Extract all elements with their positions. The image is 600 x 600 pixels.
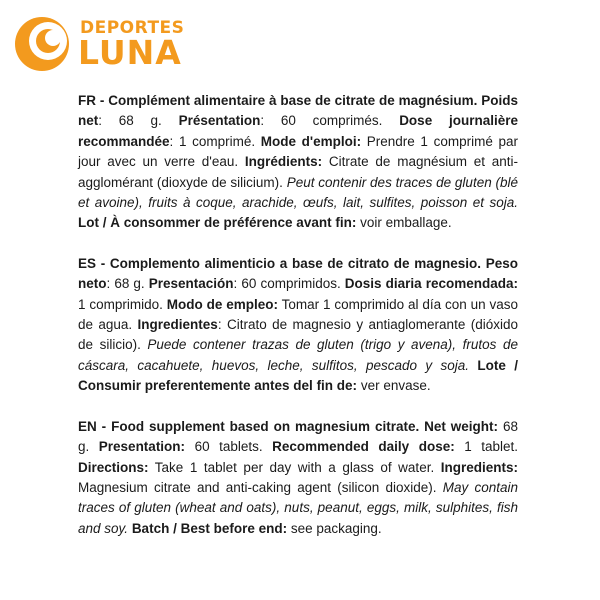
text-segment: Poids net: [78, 93, 518, 129]
text-segment: Presentation:: [98, 439, 186, 455]
text-segment: 1 comprimido.: [78, 296, 167, 312]
text-segment: ver envase.: [357, 378, 431, 394]
text-segment: Citrate de magnésium et anti-agglomérant (dioxyde de silicium).: [78, 154, 518, 190]
text-segment: Magnesium citrate and anti-caking agent (silicon dioxide).: [78, 479, 443, 495]
brand-name-top: DEPORTES: [80, 18, 185, 38]
text-segment: 68 g.: [78, 418, 518, 455]
text-segment: : 68 g.: [98, 113, 179, 129]
text-segment: Dosis diaria recomendada:: [344, 276, 518, 292]
text-segment: voir emballage.: [356, 215, 452, 231]
text-segment: : 68 g.: [106, 276, 149, 292]
text-segment: see packaging.: [287, 520, 382, 536]
text-segment: May contain traces of gluten (wheat and oats), nuts, peanut, eggs, milk, sulphites, fish and soy.: [78, 479, 518, 536]
text-segment: Dose journalière recommandée: [78, 113, 518, 149]
text-segment: ES - Complemento alimenticio a base de citrato de magnesio.: [78, 255, 482, 271]
text-segment: Ingredientes: [137, 317, 218, 333]
text-segment: Lot / À consommer de préférence avant fin:: [78, 215, 357, 231]
text-segment: : 60 comprimés.: [260, 113, 400, 129]
text-segment: Mode d'emploi:: [260, 133, 362, 149]
brand-name-bottom: LUNA: [78, 33, 182, 72]
text-segment: Presentación: [148, 276, 234, 292]
text-segment: 1 tablet.: [454, 439, 519, 455]
text-segment: 60 tablets.: [185, 439, 273, 455]
text-segment: : 60 comprimidos.: [233, 276, 345, 292]
brand-logo: [12, 14, 202, 74]
paragraph-es: [78, 254, 518, 397]
text-segment: : 1 comprimé.: [169, 133, 261, 149]
text-segment: Lote / Consumir preferentemente antes del fin de:: [78, 357, 518, 394]
text-segment: : Citrato de magnesio y antiaglomerante (dióxido de silicio).: [78, 317, 518, 353]
text-segment: Peut contenir des traces de gluten (blé et avoine), fruits à coque, arachide, œufs, lait, sulfites, poisson et soja.: [78, 174, 518, 211]
text-segment: Batch / Best before end:: [131, 520, 288, 536]
text-segment: Peso neto: [78, 255, 518, 292]
text-segment: Prendre 1 comprimé par jour avec un verre d'eau.: [78, 133, 518, 170]
text-segment: Take 1 tablet per day with a glass of water.: [148, 459, 441, 475]
text-segment: Recommended daily dose:: [272, 439, 455, 455]
paragraph-fr: [78, 91, 518, 234]
text-segment: Puede contener trazas de gluten (trigo y avena), frutos de cáscara, cacahuete, huevos, leche, sulfitos, pescado y soja.: [78, 337, 518, 373]
text-segment: Directions:: [78, 459, 149, 475]
text-segment: Présentation: [178, 113, 261, 129]
text-segment: EN - Food supplement based on magnesium citrate. Net weight:: [78, 418, 499, 434]
text-segment: Tomar 1 comprimido al día con un vaso de agua.: [78, 296, 519, 333]
text-segment: Ingrédients:: [244, 154, 323, 170]
label-text: [78, 91, 518, 559]
text-segment: FR - Complément alimentaire à base de citrate de magnésium.: [78, 93, 478, 108]
moon-logo-icon: [12, 14, 72, 74]
paragraph-en: [78, 417, 518, 539]
text-segment: Modo de empleo:: [166, 296, 278, 312]
text-segment: Ingredients:: [440, 459, 518, 475]
